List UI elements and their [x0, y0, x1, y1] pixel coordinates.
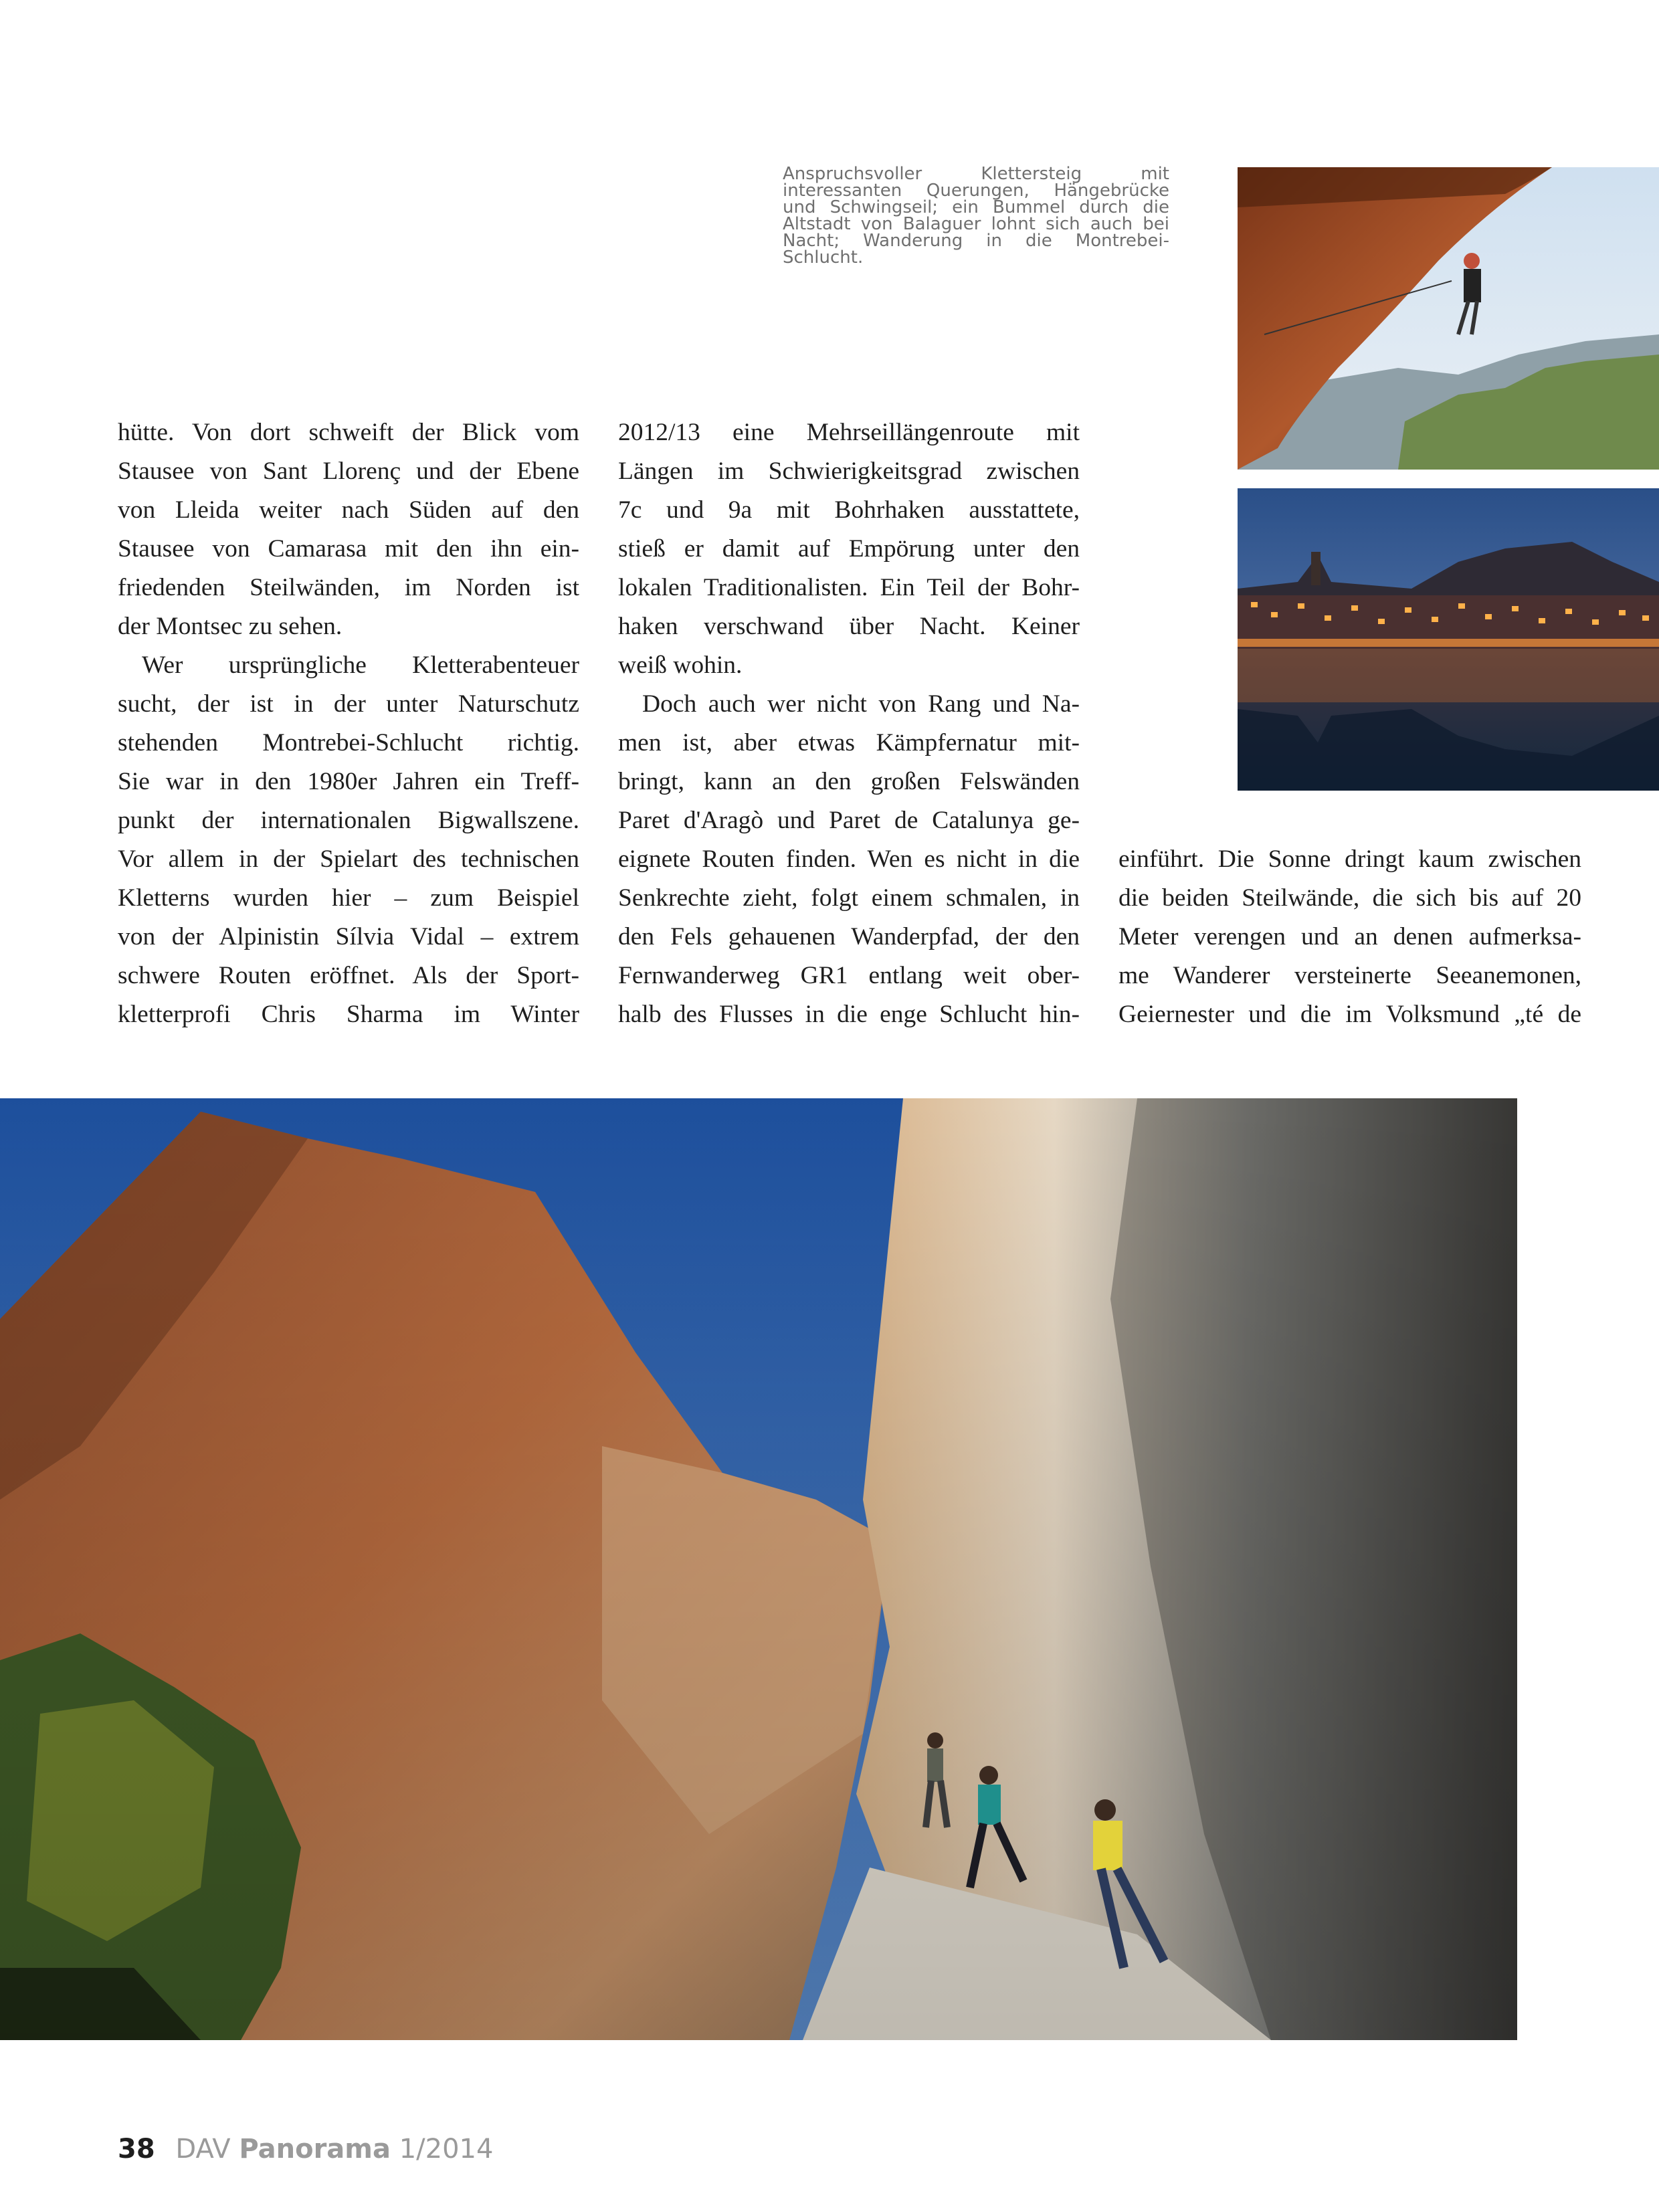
- text-line: 2012/13 eine Mehrseillängenroute mit: [618, 419, 1080, 446]
- text-line: Geiernester und die im Volksmund „té de: [1118, 1001, 1581, 1028]
- text-line: 7c und 9a mit Bohrhaken ausstattete,: [618, 496, 1080, 524]
- text-column-2: [618, 413, 1080, 1034]
- photo-montrebei-gorge: [0, 1098, 1517, 2040]
- text-line: sucht, der ist in der unter Naturschutz: [118, 690, 579, 718]
- text-line: hütte. Von dort schweift der Blick vom: [118, 419, 579, 446]
- text-line: bringt, kann an den großen Felswänden: [618, 768, 1080, 795]
- photo-climber-overhang: [1238, 167, 1659, 470]
- text-column-1: [118, 413, 579, 1034]
- text-line: schwere Routen eröffnet. Als der Sport-: [118, 962, 579, 989]
- text-line: haken verschwand über Nacht. Keiner: [618, 613, 1080, 640]
- page-number: 38: [118, 2134, 155, 2165]
- text-line: men ist, aber etwas Kämpfernatur mit-: [618, 729, 1080, 757]
- text-line: Fernwanderweg GR1 entlang weit ober-: [618, 962, 1080, 989]
- text-line: Senkrechte zieht, folgt einem schmalen, in: [618, 884, 1080, 912]
- text-column-3: [1118, 840, 1581, 1034]
- text-line: Wer ursprüngliche Kletterabenteuer: [142, 651, 579, 679]
- text-line: einführt. Die Sonne dringt kaum zwischen: [1118, 845, 1581, 873]
- text-line: me Wanderer versteinerte Seeanemonen,: [1118, 962, 1581, 989]
- text-line: stehenden Montrebei-Schlucht richtig.: [118, 729, 579, 757]
- text-line: lokalen Traditionalisten. Ein Teil der Bohr-: [618, 574, 1080, 601]
- text-line: Kletterns wurden hier – zum Beispiel: [118, 884, 579, 912]
- text-line: Meter verengen und an denen aufmerksa-: [1118, 923, 1581, 950]
- text-line: Sie war in den 1980er Jahren ein Treff-: [118, 768, 579, 795]
- text-line: von der Alpinistin Sílvia Vidal – extrem: [118, 923, 579, 950]
- text-line: kletterprofi Chris Sharma im Winter: [118, 1001, 579, 1028]
- photo-caption: Anspruchsvoller Klettersteig mit interessanten Querungen, Hängebrücke und Schwingseil; ein Bummel durch die Altstadt von Balaguer lohnt sich auch bei Nacht; Wanderung in die Montrebei-Schlucht.: [783, 164, 1169, 268]
- text-line: Paret d'Aragò und Paret de Catalunya ge-: [618, 807, 1080, 834]
- text-line: halb des Flusses in die enge Schlucht hin-: [618, 1001, 1080, 1028]
- text-line: weiß wohin.: [618, 651, 743, 679]
- page-footer: [118, 2134, 493, 2165]
- text-line: Doch auch wer nicht von Rang und Na-: [642, 690, 1080, 718]
- text-line: stieß er damit auf Empörung unter den: [618, 535, 1080, 563]
- photo-balaguer-night: [1238, 488, 1659, 791]
- issue-number: 1/2014: [399, 2134, 494, 2165]
- text-line: Stausee von Camarasa mit den ihn ein-: [118, 535, 579, 563]
- magazine-title: Panorama: [239, 2134, 391, 2165]
- magazine-brand: DAV: [175, 2134, 231, 2165]
- text-line: der Montsec zu sehen.: [118, 613, 343, 640]
- text-line: punkt der internationalen Bigwallszene.: [118, 807, 579, 834]
- text-line: die beiden Steilwände, die sich bis auf 20: [1118, 884, 1581, 912]
- text-line: Vor allem in der Spielart des technischen: [118, 845, 579, 873]
- text-line: Längen im Schwierigkeitsgrad zwischen: [618, 458, 1080, 485]
- text-line: Stausee von Sant Llorenç und der Ebene: [118, 458, 579, 485]
- text-line: friedenden Steilwänden, im Norden ist: [118, 574, 579, 601]
- text-line: von Lleida weiter nach Süden auf den: [118, 496, 579, 524]
- text-line: eignete Routen finden. Wen es nicht in die: [618, 845, 1080, 873]
- text-line: den Fels gehauenen Wanderpfad, der den: [618, 923, 1080, 950]
